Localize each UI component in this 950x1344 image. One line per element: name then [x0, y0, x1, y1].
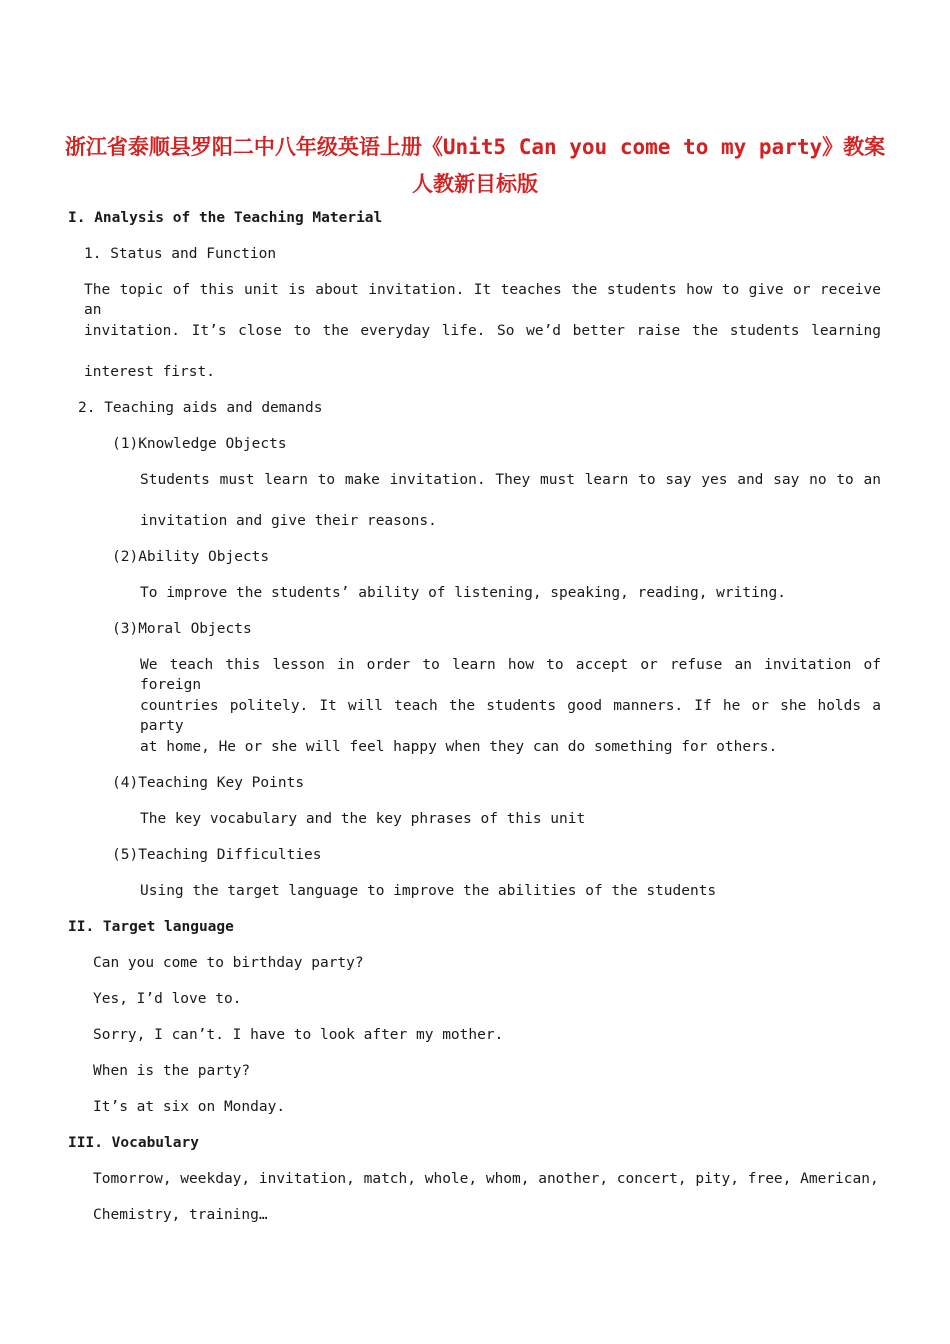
paragraph-line: invitation and give their reasons. [140, 513, 437, 529]
paragraph-line: The key vocabulary and the key phrases of this unit [140, 811, 586, 827]
paragraph-line: countries politely. It will teach the students good manners. If he or she holds a party [140, 698, 881, 734]
paragraph-line: Using the target language to improve the abilities of the students [140, 883, 717, 899]
section-heading-vocabulary: III. Vocabulary [68, 1135, 199, 1151]
vocabulary-line: Tomorrow, weekday, invitation, match, whole, whom, another, concert, pity, free, American, [93, 1171, 879, 1187]
section-heading-analysis: I. Analysis of the Teaching Material [68, 210, 383, 226]
example-sentence: When is the party? [93, 1063, 251, 1079]
section-heading-target-language: II. Target language [68, 919, 234, 935]
paragraph-line: Students must learn to make invitation. They must learn to say yes and say no to an [140, 472, 881, 488]
example-sentence: Sorry, I can’t. I have to look after my mother. [93, 1027, 504, 1043]
document-title-line-1: 浙江省泰顺县罗阳二中八年级英语上册《Unit5 Can you come to my party》教案 [64, 135, 886, 159]
example-sentence: Yes, I’d love to. [93, 991, 242, 1007]
paragraph-line: invitation. It’s close to the everyday life. So we’d better raise the students learning [84, 323, 881, 339]
subheading-teaching-aids: 2. Teaching aids and demands [78, 400, 323, 416]
item-heading-key-points: (4)Teaching Key Points [112, 775, 305, 791]
paragraph-line: at home, He or she will feel happy when they can do something for others. [140, 739, 778, 755]
vocabulary-line: Chemistry, training… [93, 1207, 268, 1223]
item-heading-difficulties: (5)Teaching Difficulties [112, 847, 322, 863]
paragraph-line: To improve the students’ ability of listening, speaking, reading, writing. [140, 585, 787, 601]
example-sentence: Can you come to birthday party? [93, 955, 364, 971]
item-heading-ability: (2)Ability Objects [112, 549, 270, 565]
item-heading-moral: (3)Moral Objects [112, 621, 252, 637]
item-heading-knowledge: (1)Knowledge Objects [112, 436, 287, 452]
paragraph-line: The topic of this unit is about invitation. It teaches the students how to give or receive an [84, 282, 881, 318]
subheading-status-function: 1. Status and Function [84, 246, 277, 262]
paragraph-line: We teach this lesson in order to learn how to accept or refuse an invitation of foreign [140, 657, 881, 693]
document-title-line-2: 人教新目标版 [412, 172, 538, 196]
example-sentence: It’s at six on Monday. [93, 1099, 286, 1115]
paragraph-line: interest first. [84, 364, 215, 380]
